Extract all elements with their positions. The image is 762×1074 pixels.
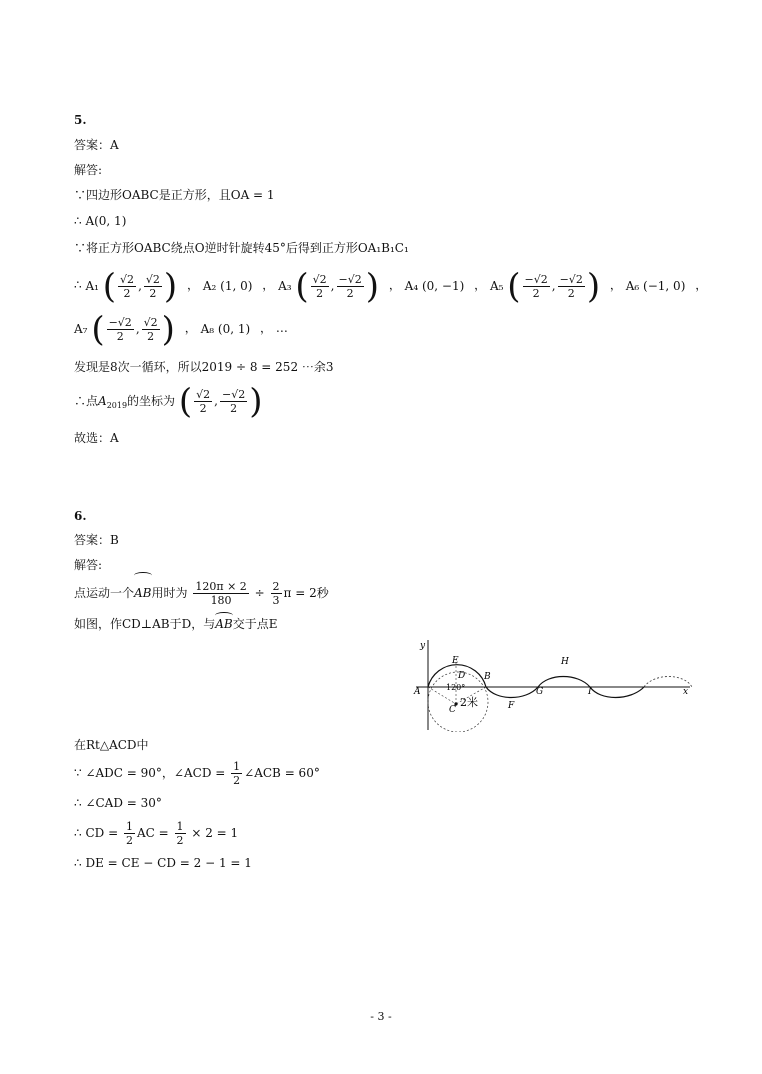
q5-line-3: ∵将正方形OABC绕点O逆时针旋转45°后得到正方形OA₁B₁C₁ [74, 241, 409, 255]
label-f: F [508, 701, 515, 711]
q5-coordinates-row-2: A₇ ( $\frac{-√2}{2}$ , $\frac{√2}{2}$ ) ， A₈ (0, 1) ， … [74, 309, 288, 349]
point-a8: A₈ (0, 1) [200, 321, 251, 336]
label-b: B [484, 672, 491, 682]
label-i: I [588, 687, 592, 697]
label-a: A [414, 687, 421, 697]
point-a3: A₃ ( $\frac{√2}{2}$ , $\frac{-√2}{2}$ ) [278, 266, 379, 306]
q6-line-5: ∴ ∠CAD = 30° [74, 796, 162, 810]
q5-number: 5. [74, 113, 87, 127]
label-d: D [458, 671, 466, 681]
q6-line-4: ∵ ∠ADC = 90°，∠ACD = $\frac{1}{2}$ ∠ACB = 60° [74, 760, 320, 787]
q5-line-1: ∵四边形OABC是正方形，且OA = 1 [74, 188, 275, 202]
point-a1: A₁ ( $\frac{√2}{2}$ , $\frac{√2}{2}$ ) [85, 266, 178, 306]
q6-answer: 答案：B [74, 533, 119, 547]
q6-line-1: 点运动一个AB用时为 $\frac{120\pi \times 2}{180}$ ÷ $\frac{2}{3}$ π = 2秒 [74, 576, 329, 610]
label-radius: 2米 [460, 696, 478, 709]
label-c: C [449, 705, 456, 715]
q5-coordinates-row-1: ∴ A₁ ( $\frac{√2}{2}$ , $\frac{√2}{2}$ ) ， A₂ (1, 0) ， A₃ ( $\frac{√2}{2}$ , $\frac{-√2}{2}$ ) ， A₄ (0, −1) ， A₅ ( $\frac{-√2}{2}$ , $\frac{-√2}{2}$ ) ， A₆ (−1, 0) ， [74, 266, 708, 306]
q6-line-6: ∴ CD = $\frac{1}{2}$ AC = $\frac{1}{2}$ × 2 = 1 [74, 820, 239, 847]
q5-line-2: ∴ A(0, 1) [74, 214, 127, 228]
point-a5: A₅ ( $\frac{-√2}{2}$ , $\frac{-√2}{2}$ ) [489, 266, 601, 306]
q5-solution-label: 解答: [74, 163, 103, 177]
q5-line-5: 发现是8次一循环，所以2019 ÷ 8 = 252 ⋯余3 [74, 360, 334, 374]
q6-solution-label: 解答: [74, 558, 103, 572]
label-g: G [536, 687, 544, 697]
label-e: E [452, 656, 459, 666]
q5-answer: 答案：A [74, 138, 119, 152]
wave-dashed-continuation [644, 677, 692, 688]
q5-line-6: ∴点$A_{2019}$的坐标为 ( $\frac{√2}{2}$ , $\frac{-√2}{2}$ ) [74, 381, 263, 422]
label-angle: 120° [446, 683, 466, 692]
label-x: x [683, 687, 689, 697]
q5-choice: 故选：A [74, 431, 119, 445]
page-number: - 3 - [370, 1010, 392, 1023]
dashed-circle [428, 672, 488, 732]
q6-line-7: ∴ DE = CE − CD = 2 − 1 = 1 [74, 856, 252, 870]
label-h: H [561, 657, 569, 667]
point-a6: A₆ (−1, 0) [625, 278, 686, 293]
point-a2: A₂ (1, 0) [202, 278, 253, 293]
therefore-symbol: ∴ [74, 278, 82, 292]
q6-number: 6. [74, 509, 87, 523]
ellipsis: … [275, 321, 288, 335]
q6-line-2: 如图，作CD⊥AB于D，与AB交于点E [74, 617, 278, 631]
q6-line-3: 在Rt△ACD中 [74, 738, 149, 752]
sine-wave-figure [408, 638, 693, 732]
point-a7: A₇ ( $\frac{-√2}{2}$ , $\frac{√2}{2}$ ) [74, 309, 175, 349]
point-a4: A₄ (0, −1) [404, 278, 465, 293]
label-y: y [420, 641, 426, 651]
